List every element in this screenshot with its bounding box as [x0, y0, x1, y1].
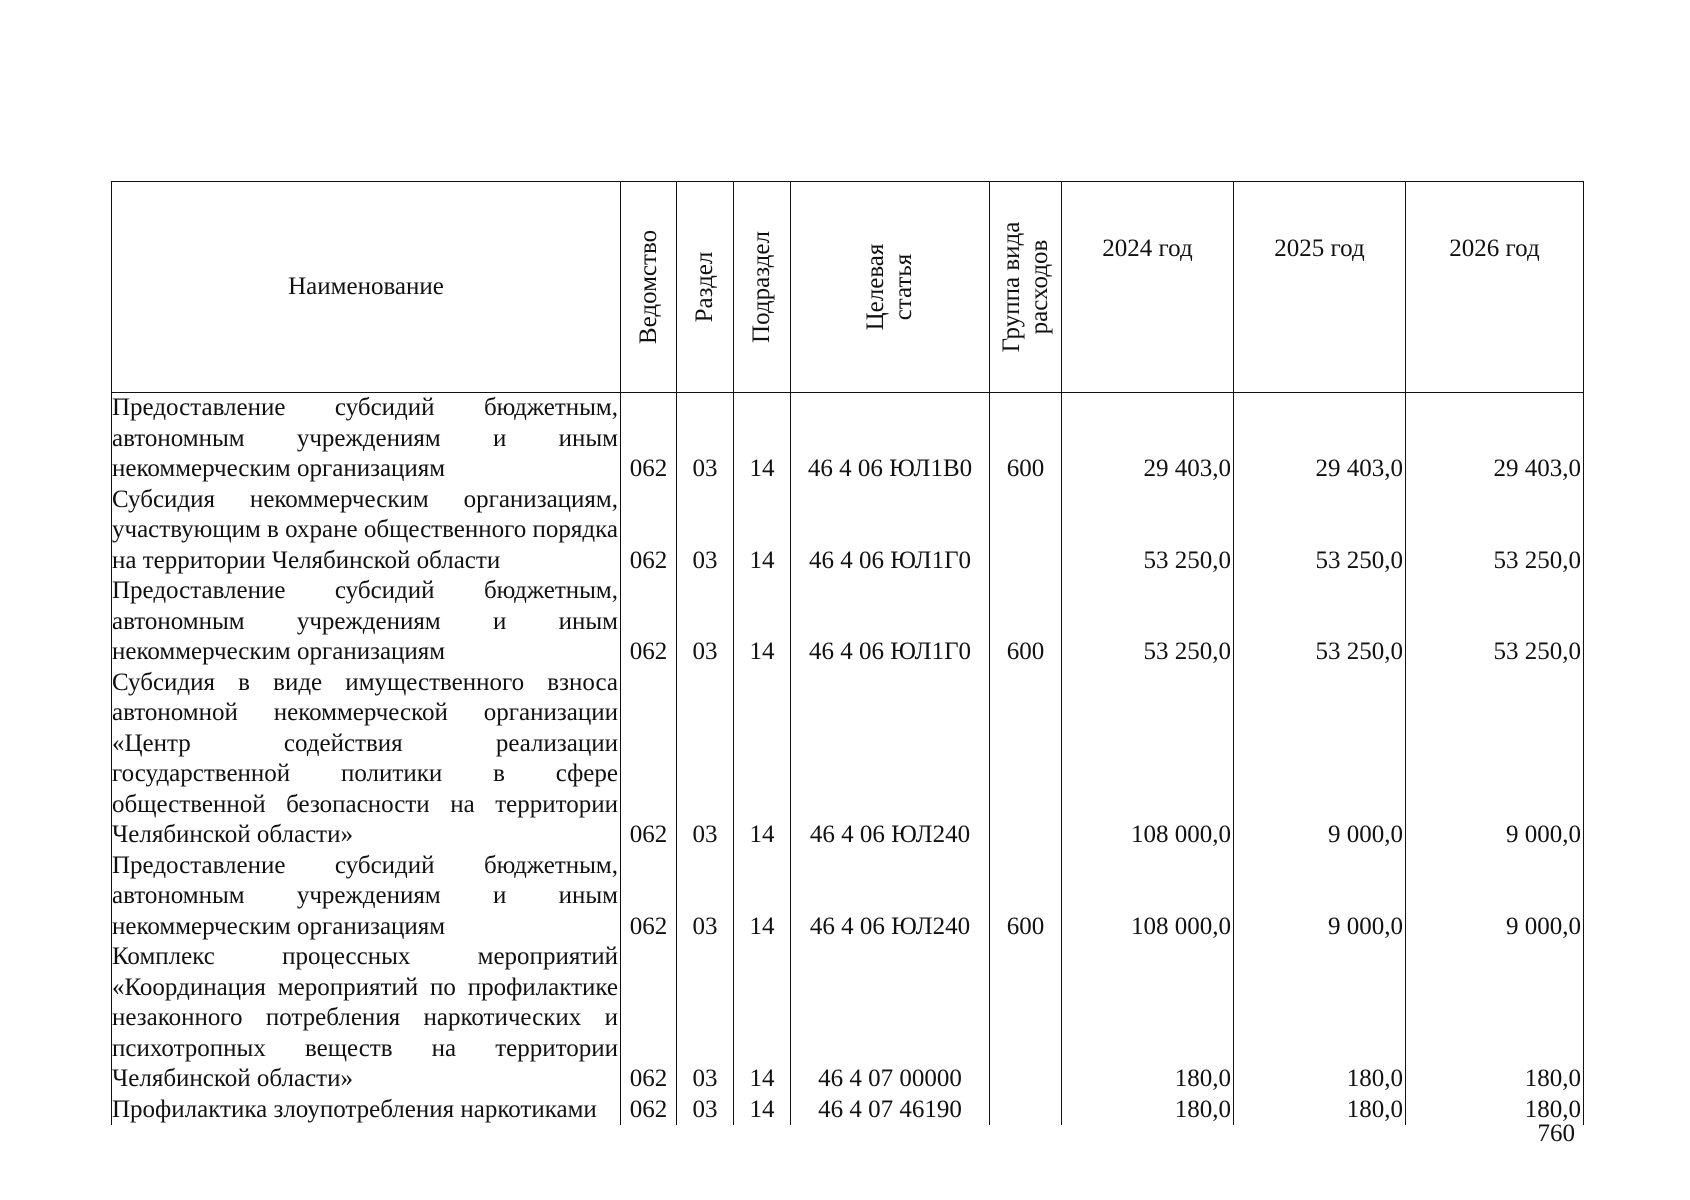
row-2024: 108 000,0 — [1062, 851, 1234, 943]
header-vedomstvo-label: Ведомство — [634, 229, 662, 345]
row-vedomstvo: 062 — [621, 668, 677, 851]
table-row — [112, 485, 1584, 577]
header-razdel — [677, 182, 734, 393]
header-podrazdel-label: Подраздел — [748, 231, 775, 343]
table-row — [112, 1095, 1584, 1126]
header-podrazdel — [734, 182, 791, 393]
row-name: Предоставление субсидий бюджетным, автономным учреждениям и иным некоммерческим организациям — [112, 851, 621, 943]
row-2026: 53 250,0 — [1406, 576, 1584, 668]
row-vedomstvo: 062 — [621, 851, 677, 943]
row-name: Предоставление субсидий бюджетным, автономным учреждениям и иным некоммерческим организациям — [112, 393, 621, 485]
row-razdel: 03 — [677, 485, 734, 577]
header-celevaya-line1: Целевая — [862, 243, 889, 331]
row-celevaya: 46 4 06 ЮЛ1В0 — [791, 393, 990, 485]
row-2025: 180,0 — [1234, 942, 1406, 1095]
row-vedomstvo: 062 — [621, 942, 677, 1095]
row-gruppa: 600 — [990, 393, 1062, 485]
row-vedomstvo: 062 — [621, 393, 677, 485]
table-row — [112, 851, 1584, 943]
row-razdel: 03 — [677, 393, 734, 485]
row-celevaya: 46 4 07 00000 — [791, 942, 990, 1095]
row-2024: 108 000,0 — [1062, 668, 1234, 851]
row-razdel: 03 — [677, 1095, 734, 1126]
row-2025: 180,0 — [1234, 1095, 1406, 1126]
header-2025: 2025 год — [1234, 182, 1406, 393]
row-razdel: 03 — [677, 942, 734, 1095]
header-celevaya-line2: статья — [890, 253, 917, 321]
header-row — [112, 182, 1584, 393]
header-vedomstvo — [621, 182, 677, 393]
header-gruppa-line2: расходов — [1025, 239, 1053, 335]
row-2026: 9 000,0 — [1406, 851, 1584, 943]
row-2024: 180,0 — [1062, 942, 1234, 1095]
row-podrazdel: 14 — [734, 942, 791, 1095]
row-gruppa — [990, 485, 1062, 577]
row-name: Субсидия некоммерческим организациям, участвующим в охране общественного порядка на территории Челябинской области — [112, 485, 621, 577]
page-number: 760 — [1537, 1120, 1575, 1147]
row-2026: 53 250,0 — [1406, 485, 1584, 577]
row-celevaya: 46 4 06 ЮЛ1Г0 — [791, 485, 990, 577]
row-2026: 180,0 — [1406, 942, 1584, 1095]
row-2024: 53 250,0 — [1062, 485, 1234, 577]
header-2024: 2024 год — [1062, 182, 1234, 393]
row-name: Профилактика злоупотребления наркотиками — [112, 1095, 621, 1126]
row-celevaya: 46 4 06 ЮЛ1Г0 — [791, 576, 990, 668]
header-gruppa — [990, 182, 1062, 393]
row-2024: 29 403,0 — [1062, 393, 1234, 485]
row-podrazdel: 14 — [734, 1095, 791, 1126]
row-name: Субсидия в виде имущественного взноса автономной некоммерческой организации «Центр содействия реализации государственной политики в сфере общественной безопасности на территории Челябинской области» — [112, 668, 621, 851]
table-row — [112, 668, 1584, 851]
row-2025: 53 250,0 — [1234, 485, 1406, 577]
row-2026: 180,0 — [1406, 1095, 1584, 1126]
table-row — [112, 942, 1584, 1095]
row-2026: 29 403,0 — [1406, 393, 1584, 485]
header-celevaya — [791, 182, 990, 393]
row-name: Предоставление субсидий бюджетным, автономным учреждениям и иным некоммерческим организациям — [112, 576, 621, 668]
row-razdel: 03 — [677, 851, 734, 943]
row-celevaya: 46 4 06 ЮЛ240 — [791, 851, 990, 943]
row-name: Комплекс процессных мероприятий «Координация мероприятий по профилактике незаконного потребления наркотических и психотропных веществ на территории Челябинской области» — [112, 942, 621, 1095]
header-razdel-label: Раздел — [691, 251, 718, 323]
row-gruppa: 600 — [990, 851, 1062, 943]
row-razdel: 03 — [677, 576, 734, 668]
row-gruppa: 600 — [990, 576, 1062, 668]
row-vedomstvo: 062 — [621, 485, 677, 577]
row-2025: 53 250,0 — [1234, 576, 1406, 668]
row-vedomstvo: 062 — [621, 1095, 677, 1126]
row-podrazdel: 14 — [734, 576, 791, 668]
row-gruppa — [990, 668, 1062, 851]
header-2026: 2026 год — [1406, 182, 1584, 393]
table-row — [112, 393, 1584, 485]
row-2024: 180,0 — [1062, 1095, 1234, 1126]
header-name: Наименование — [112, 182, 621, 393]
row-vedomstvo: 062 — [621, 576, 677, 668]
row-celevaya: 46 4 06 ЮЛ240 — [791, 668, 990, 851]
row-podrazdel: 14 — [734, 485, 791, 577]
row-razdel: 03 — [677, 668, 734, 851]
row-2025: 9 000,0 — [1234, 668, 1406, 851]
budget-table — [111, 181, 1584, 1125]
table-row — [112, 576, 1584, 668]
row-podrazdel: 14 — [734, 668, 791, 851]
row-podrazdel: 14 — [734, 851, 791, 943]
row-podrazdel: 14 — [734, 393, 791, 485]
header-gruppa-line1: Группа вида — [997, 221, 1025, 353]
row-2026: 9 000,0 — [1406, 668, 1584, 851]
row-gruppa — [990, 1095, 1062, 1126]
row-2025: 29 403,0 — [1234, 393, 1406, 485]
row-celevaya: 46 4 07 46190 — [791, 1095, 990, 1126]
row-gruppa — [990, 942, 1062, 1095]
row-2024: 53 250,0 — [1062, 576, 1234, 668]
row-2025: 9 000,0 — [1234, 851, 1406, 943]
